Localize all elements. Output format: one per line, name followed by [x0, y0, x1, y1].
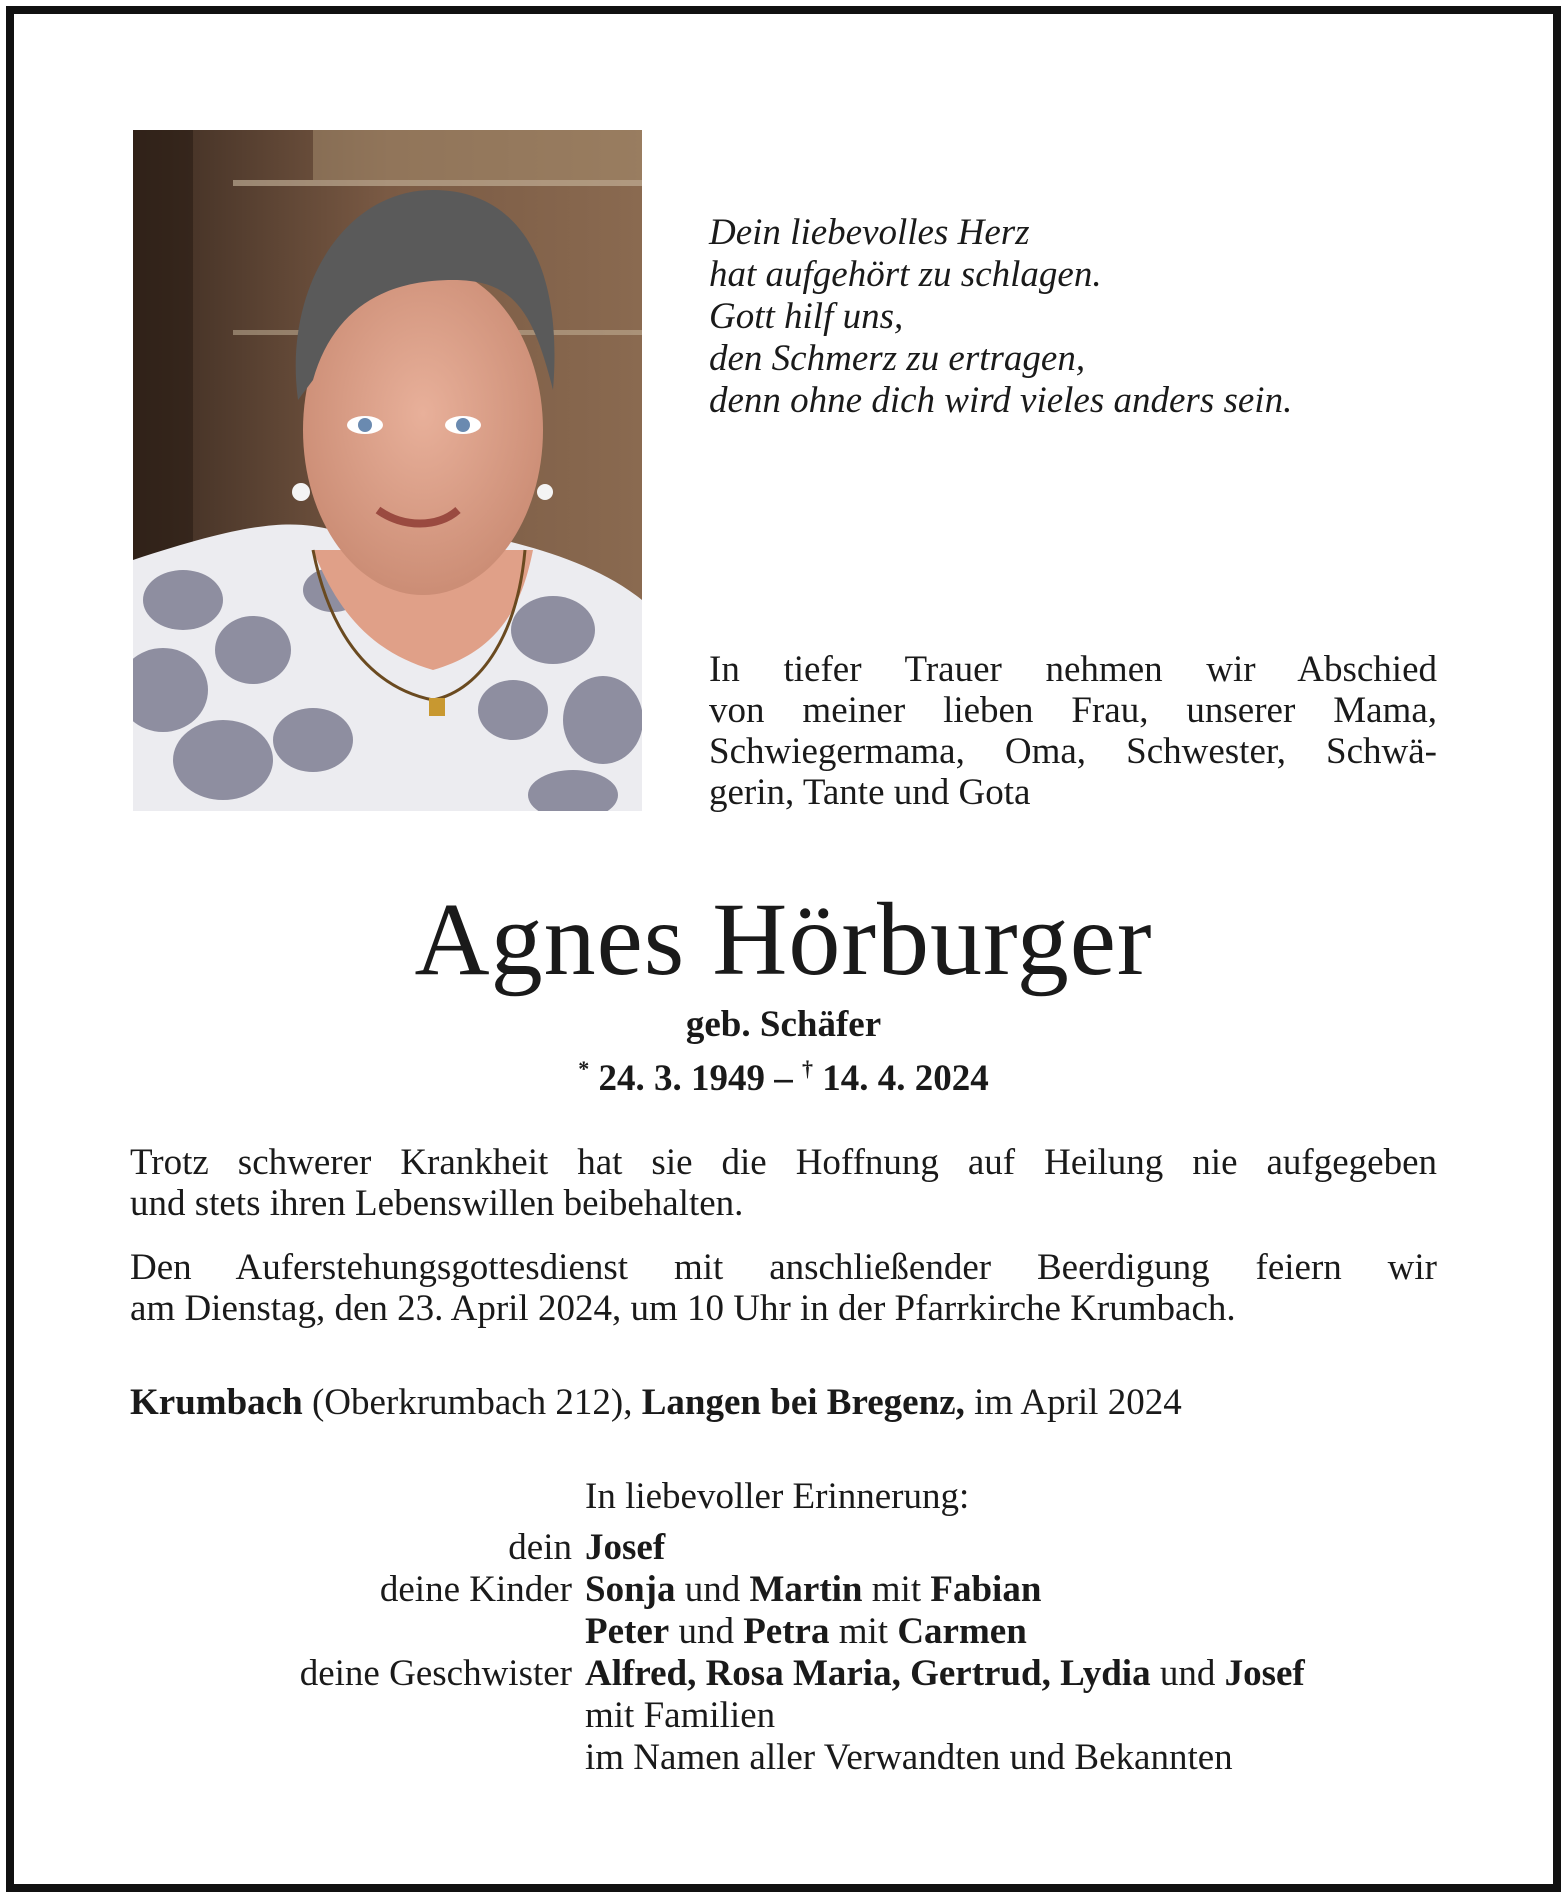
town-krumbach: Krumbach: [130, 1382, 303, 1423]
illness-paragraph: [130, 1142, 1437, 1224]
family-list: [130, 1527, 1450, 1779]
poem-line: Gott hilf uns,: [709, 296, 904, 337]
family-names: [585, 1737, 1450, 1779]
family-name: Fabian: [930, 1569, 1042, 1610]
paragraph-line: Trotz schwerer Krankheit hat sie die Hoffnung auf Heilung nie aufgegeben: [130, 1142, 1437, 1183]
place-date-line: [130, 1381, 1182, 1425]
family-names: [585, 1611, 1450, 1653]
death-date: 14. 4. 2024: [822, 1058, 989, 1099]
birth-date: 24. 3. 1949: [598, 1058, 765, 1099]
intro-line: gerin, Tante und Gota: [709, 772, 1031, 813]
poem-line: denn ohne dich wird vieles anders sein.: [709, 380, 1293, 421]
address: (Oberkrumbach 212),: [302, 1382, 642, 1423]
family-row: [130, 1737, 1450, 1779]
town-langen: Langen bei Bregenz,: [641, 1382, 965, 1423]
poem: [709, 212, 1469, 422]
family-name: Alfred, Rosa Maria, Gertrud, Lydia: [585, 1653, 1151, 1694]
connector-text: und: [675, 1569, 750, 1610]
family-relation: deine Geschwister: [299, 1653, 572, 1694]
date-separator: –: [774, 1058, 793, 1099]
connector-text: und: [669, 1611, 744, 1652]
paragraph-line: und stets ihren Lebenswillen beibehalten.: [130, 1183, 744, 1224]
family-name: Josef: [1224, 1653, 1305, 1694]
family-relation: dein: [508, 1527, 572, 1568]
family-row: [130, 1527, 1450, 1569]
family-name: Martin: [749, 1569, 863, 1610]
paragraph-line: Den Auferstehungsgottesdienst mit anschließender Beerdigung feiern wir: [130, 1247, 1437, 1288]
family-relation: [130, 1611, 585, 1653]
birth-mark: *: [578, 1056, 590, 1081]
intro-line: Schwiegermama, Oma, Schwester, Schwä-: [709, 731, 1437, 772]
poem-line: den Schmerz zu ertragen,: [709, 338, 1086, 379]
family-name: Josef: [585, 1527, 666, 1568]
deceased-name: Agnes Hörburger: [414, 882, 1153, 997]
family-name: Carmen: [897, 1611, 1027, 1652]
memory-title: In liebevoller Erinnerung:: [585, 1476, 970, 1517]
paragraph-line: am Dienstag, den 23. April 2024, um 10 Uhr in der Pfarrkirche Krumbach.: [130, 1288, 1236, 1329]
family-names: [585, 1695, 1450, 1737]
intro-line: von meiner lieben Frau, unserer Mama,: [709, 690, 1437, 731]
family-relation: [130, 1695, 585, 1737]
connector-text: und: [1150, 1653, 1225, 1694]
family-name: Peter: [585, 1611, 670, 1652]
intro-line: In tiefer Trauer nehmen wir Abschied: [709, 649, 1437, 690]
family-row: [130, 1695, 1450, 1737]
family-relation: [130, 1737, 585, 1779]
connector-text: mit: [862, 1569, 931, 1610]
family-name: Sonja: [585, 1569, 676, 1610]
portrait-image: [133, 130, 642, 811]
intro-text: [709, 649, 1437, 813]
poem-line: hat aufgehört zu schlagen.: [709, 254, 1102, 295]
family-row: [130, 1611, 1450, 1653]
portrait-photo: [133, 130, 642, 811]
life-dates: [0, 1047, 1567, 1101]
family-row: [130, 1653, 1450, 1695]
family-name: Petra: [743, 1611, 830, 1652]
family-names: [585, 1527, 1450, 1569]
family-row: [130, 1569, 1450, 1611]
funeral-paragraph: [130, 1247, 1437, 1329]
family-relation: deine Kinder: [379, 1569, 572, 1610]
family-names: [585, 1653, 1450, 1695]
connector-text: im Namen aller Verwandten und Bekannten: [585, 1737, 1233, 1778]
family-names: [585, 1569, 1450, 1611]
poem-line: Dein liebevolles Herz: [709, 212, 1030, 253]
death-mark: †: [802, 1056, 813, 1081]
birth-name: geb. Schäfer: [685, 1004, 882, 1045]
date-text: im April 2024: [964, 1382, 1182, 1423]
connector-text: mit Familien: [585, 1695, 776, 1736]
connector-text: mit: [829, 1611, 898, 1652]
